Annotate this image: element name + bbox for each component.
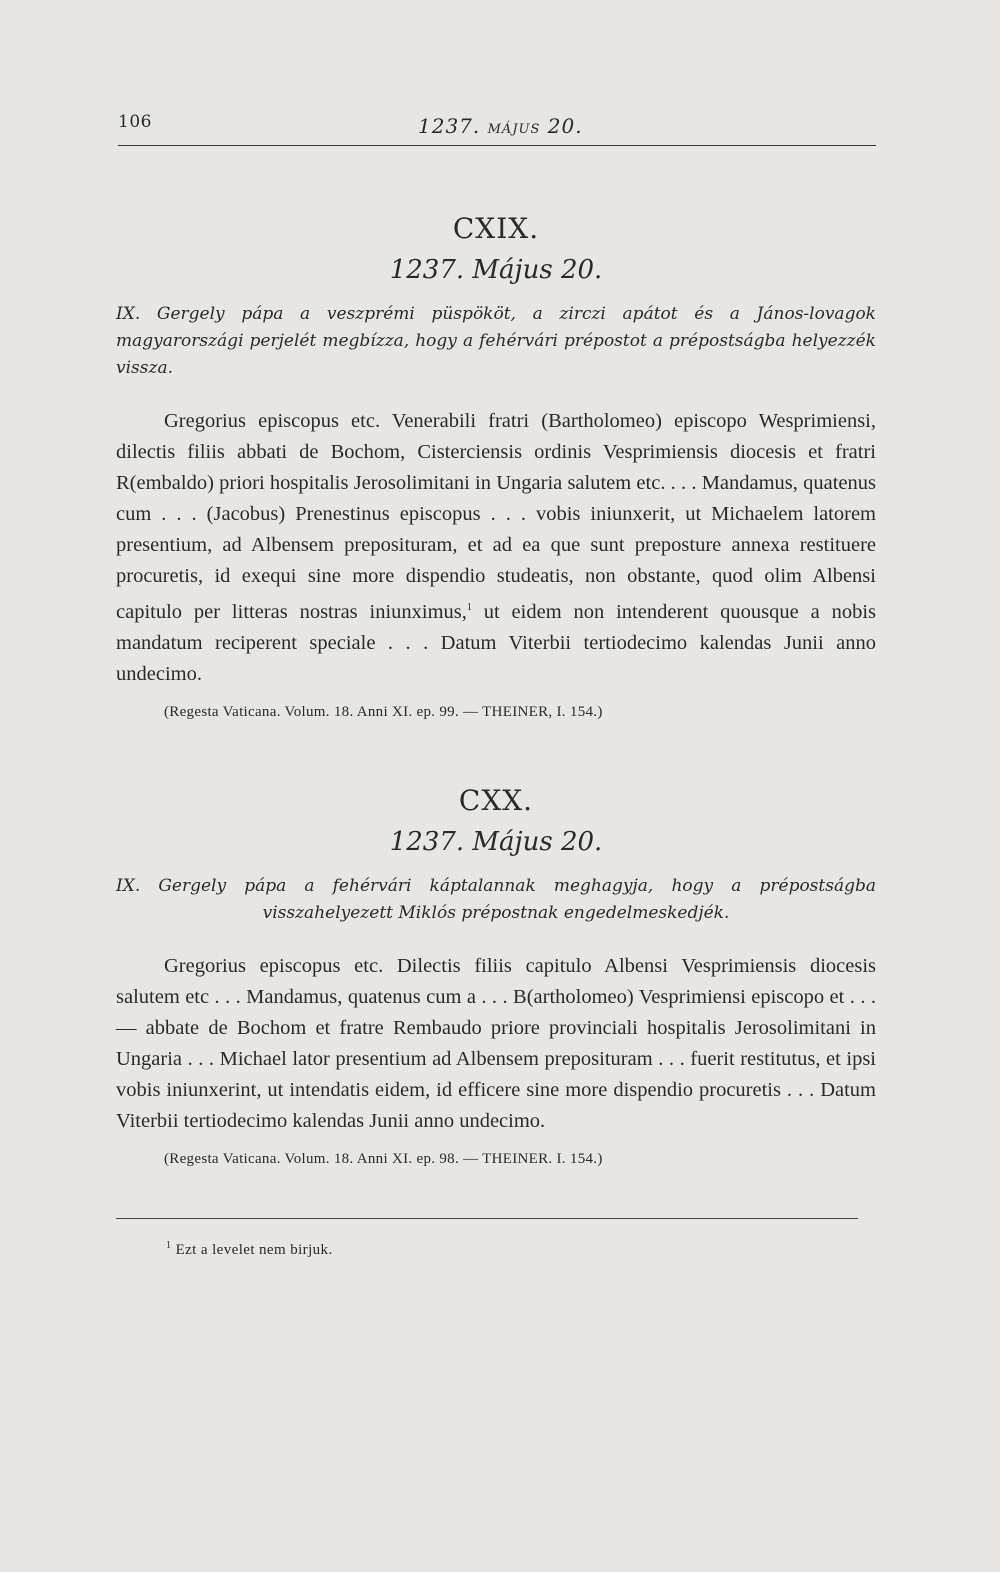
charter-summary: IX. Gergely pápa a veszprémi püspököt, a zirczi apátot és a János-lovagok magyarországi perjelét megbízza, hogy a fehérvári prépostot a prépostságba helyezzék vissza. — [116, 304, 876, 378]
charter-source: (Regesta Vaticana. Volum. 18. Anni XI. ep. 99. — THEINER, I. 154.) — [164, 703, 603, 720]
running-head-month: MÁJUS — [487, 122, 541, 137]
charter-number: CXIX. — [452, 212, 540, 245]
charter-date: 1237. Május 20. — [389, 827, 603, 857]
charter-number: CXX. — [458, 784, 534, 817]
footnote-rule — [116, 1218, 858, 1219]
charter-cxix — [116, 212, 876, 721]
footnote-mark: 1 — [166, 1240, 172, 1251]
page-header — [118, 112, 876, 148]
page-number: 106 — [118, 112, 152, 132]
footnote-reference: 1 — [466, 602, 472, 613]
running-head-day: 20. — [547, 114, 583, 138]
header-rule — [118, 145, 876, 146]
charter-summary: IX. Gergely pápa a fehérvári káptalannak meghagyja, hogy a prépostságba visszahelyezett Miklós prépostnak engedelmeskedjék. — [116, 876, 876, 923]
footnote-text: Ezt a levelet nem birjuk. — [175, 1242, 333, 1258]
charter-source: (Regesta Vaticana. Volum. 18. Anni XI. ep. 98. — THEINER. I. 154.) — [164, 1151, 603, 1167]
charter-body — [116, 406, 876, 690]
footnote — [166, 1240, 333, 1259]
charter-body: Gregorius episcopus etc. Dilectis filiis capitulo Albensi Vesprimiensis diocesis salutem etc . . . Mandamus, quatenus cum a . . . B(artholomeo) Vesprimiensi episcopo et . . . — abbate de Bochom et fratre Rembaudo priore provinciali hospitalis Jerosolimitani in Ungaria . . . Michael lator presentium ad Albensem preposituram . . . fuerit restitutus, et ipsi vobis iniunxerint, ut intendatis eidem, id efficere sine more dispendio procuretis . . . Datum Viterbii tertiodecimo kalendas Junii anno undecimo. — [116, 955, 876, 1132]
running-head-year: 1237. — [418, 114, 481, 138]
charter-date: 1237. Május 20. — [389, 255, 603, 285]
charter-body-part-2: ut eidem non intenderent quousque a nobis mandatum reciperent speciale . . . Datum Viterbii tertiodecimo kalendas Junii anno undecimo. — [116, 600, 876, 685]
charter-cxx — [116, 784, 876, 1168]
charter-body-part-1: Gregorius episcopus etc. Venerabili fratri (Bartholomeo) episcopo Wesprimiensi, dilectis filiis abbati de Bochom, Cisterciensis ordinis Vesprimiensis diocesis et fratri R(embaldo) priori hospitalis Jerosolimitani in Ungaria salutem etc. . . . Mandamus, quatenus cum . . . (Jacobus) Prenestinus episcopus . . . vobis iniunxerit, ut Michaelem latorem presentium, ad Albensem preposituram, et ad ea que sunt preposture annexa restituere procuretis, id exequi sine more dispendio studeatis, non obstante, quod olim Albensi capitulo per litteras nostras iniunximus, — [116, 410, 876, 623]
running-head — [418, 114, 583, 138]
